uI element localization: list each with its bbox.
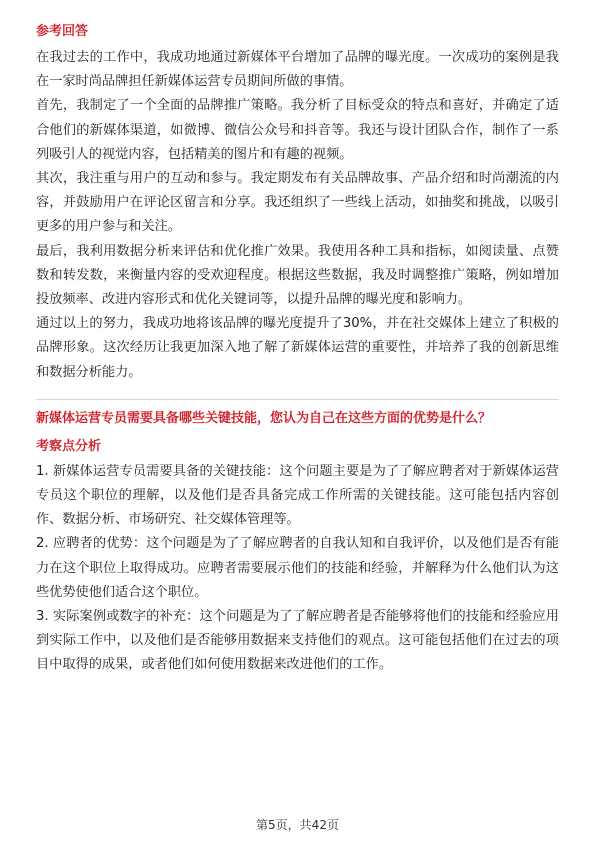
analysis-item: 3. 实际案例或数字的补充：这个问题是为了了解应聘者是否能够将他们的技能和经验应用到实际工作中，以及他们是否能够用数据来支持他们的观点。这可能包括他们在过去的项目中取得的成果，或者他们如何使用数据来改进他们的工作。 (36, 609, 559, 673)
analysis-item: 1. 新媒体运营专员需要具备的关键技能：这个问题主要是为了了解应聘者对于新媒体运营专员这个职位的理解，以及他们是否具备完成工作所需的关键技能。这可能包括内容创作、数据分析、市场研究、社交媒体管理等。 (36, 463, 559, 528)
analysis-item: 2. 应聘者的优势：这个问题是为了了解应聘者的自我认知和自我评价，以及他们是否有能力在这个职位上取得成功。应聘者需要展示他们的技能和经验，并解释为什么他们认为这些优势使他们适合这个职位。 (36, 536, 559, 600)
answer-paragraph: 首先，我制定了一个全面的品牌推广策略。我分析了目标受众的特点和喜好，并确定了适合他们的新媒体渠道，如微博、微信公众号和抖音等。我还与设计团队合作，制作了一系列吸引人的视觉内容，包括精美的图片和有趣的视频。 (36, 98, 559, 162)
answer-paragraph: 通过以上的努力，我成功地将该品牌的曝光度提升了30%，并在社交媒体上建立了积极的品牌形象。这次经历让我更加深入地了解了新媒体运营的重要性，并培养了我的创新思维和数据分析能力。 (36, 316, 559, 380)
page-content (36, 22, 559, 678)
section-divider (36, 399, 559, 400)
answer-paragraph: 最后，我利用数据分析来评估和优化推广效果。我使用各种工具和指标，如阅读量、点赞数和转发数，来衡量内容的受欢迎程度。根据这些数据，我及时调整推广策略，例如增加投放频率、改进内容形式和优化关键词等，以提升品牌的曝光度和影响力。 (36, 243, 559, 308)
analysis-heading: 考察点分析 (36, 438, 102, 454)
answer-paragraph: 在我过去的工作中，我成功地通过新媒体平台增加了品牌的曝光度。一次成功的案例是我在一家时尚品牌担任新媒体运营专员期间所做的事情。 (36, 50, 559, 90)
reference-answer-heading: 参考回答 (36, 24, 89, 39)
interview-question: 新媒体运营专员需要具备哪些关键技能，您认为自己在这些方面的优势是什么？ (36, 410, 492, 426)
page-number: 第5页，共42页 (256, 818, 339, 832)
answer-paragraph: 其次，我注重与用户的互动和参与。我定期发布有关品牌故事、产品介绍和时尚潮流的内容，并鼓励用户在评论区留言和分享。我还组织了一些线上活动，如抽奖和挑战，以吸引更多的用户参与和关注。 (36, 171, 559, 235)
